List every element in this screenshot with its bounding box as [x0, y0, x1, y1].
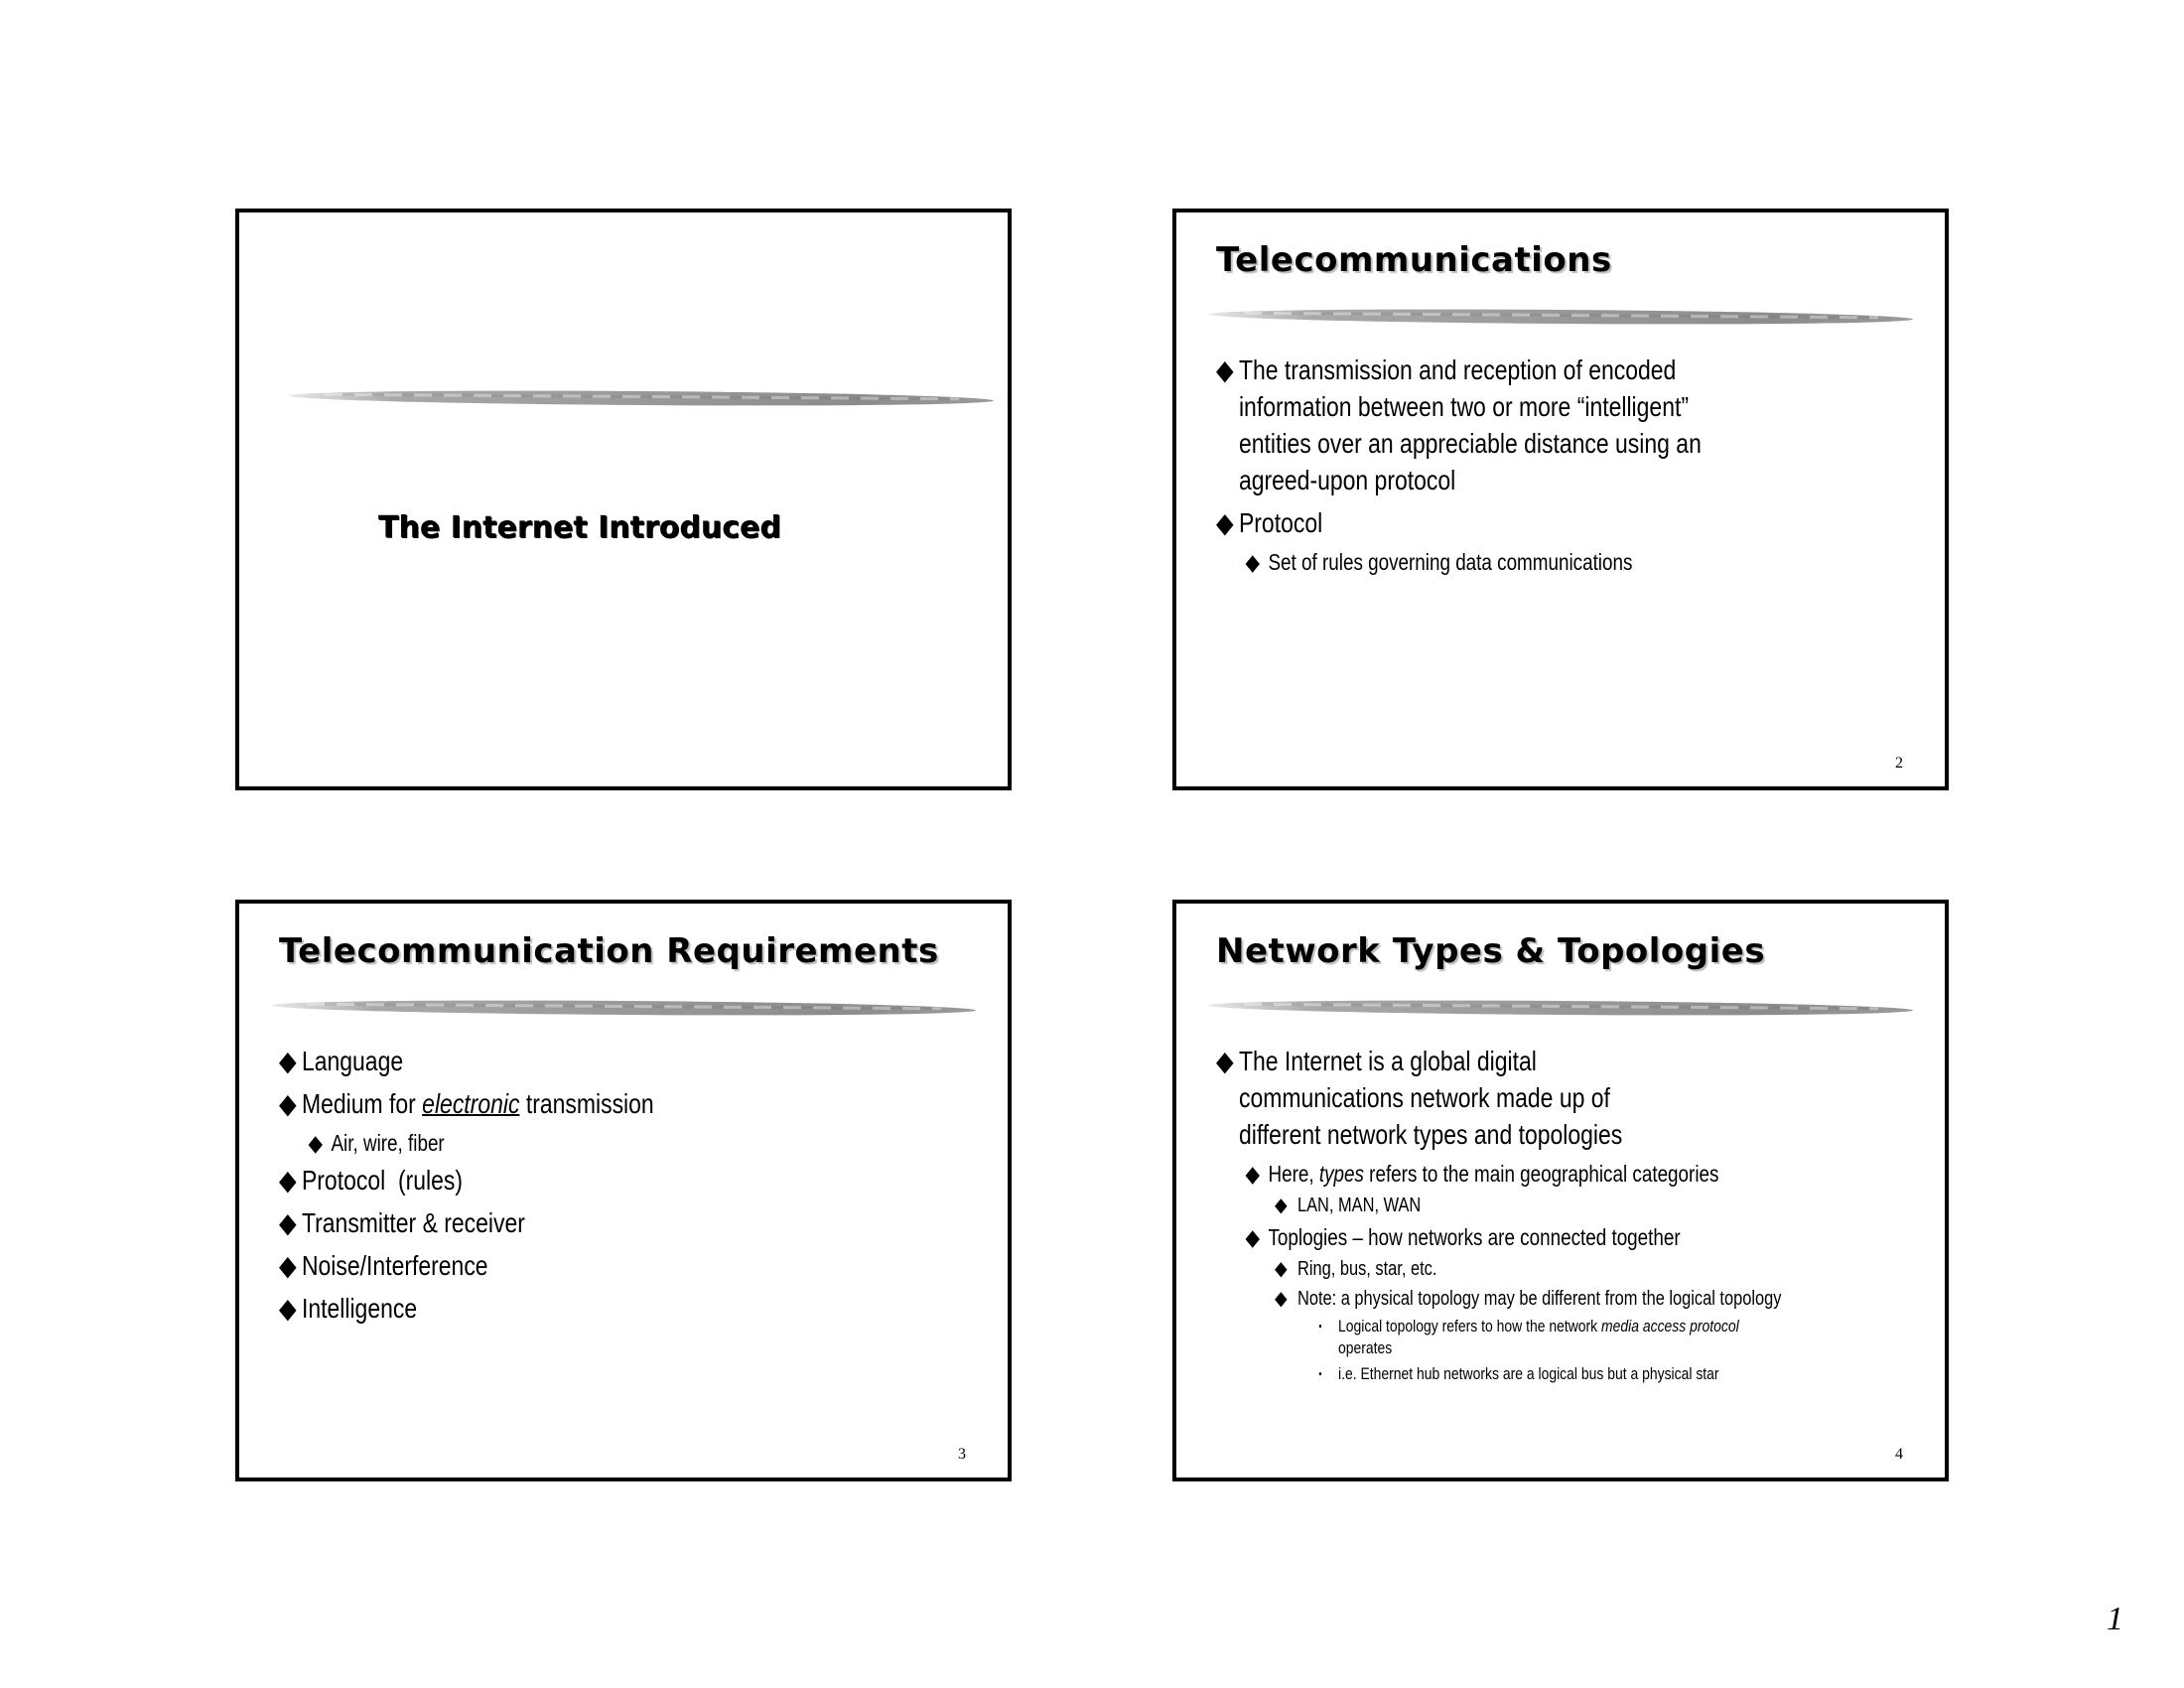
diamond-bullet-icon: ◆	[1275, 1195, 1288, 1216]
emphasis-text: types	[1318, 1161, 1364, 1187]
slide-2	[1172, 209, 1949, 790]
diamond-bullet-icon: ◆	[1275, 1258, 1288, 1280]
brush-stroke-divider	[1208, 999, 1913, 1018]
bullet-item: ◆ Protocol (rules)	[279, 1162, 852, 1198]
sub-sub-bullet-item: ◆ LAN, MAN, WAN	[1216, 1193, 1789, 1219]
bullet-item: ◆ The Internet is a global digital communications network made up of different network types and topologies	[1216, 1043, 1695, 1153]
sub-bullet-item: ◆ Here, types refers to the main geographical categories	[1245, 1161, 1719, 1187]
bullet-item: ◆ Medium for electronic transmission	[279, 1085, 852, 1122]
sub-sub-bullet-item: ◆ Note: a physical topology may be different from the logical topology	[1216, 1286, 1789, 1313]
diamond-bullet-icon: ◆	[279, 1250, 297, 1281]
diamond-bullet-icon: ◆	[279, 1207, 297, 1238]
diamond-bullet-icon: ◆	[279, 1046, 297, 1076]
slide-number: 4	[1895, 1446, 1903, 1463]
bullet-item: ◆ The transmission and reception of encoded information between two or more “intelligent” entities over an appreciable distance using an agreed-upon protocol	[1216, 352, 1719, 498]
slide-number: 2	[1895, 755, 1903, 772]
slide-title: The Internet Introduced	[378, 510, 781, 545]
bullet-list	[279, 1043, 978, 1333]
bullet-item: ◆ Transmitter & receiver	[279, 1204, 852, 1241]
bullet-item: ◆ Intelligence	[279, 1290, 852, 1327]
diamond-bullet-icon: ◆	[279, 1088, 297, 1119]
sub-bullet-item: ◆ Set of rules governing data communications	[1245, 549, 1633, 575]
diamond-bullet-icon: ◆	[1216, 507, 1234, 538]
diamond-bullet-icon: ◆	[279, 1165, 297, 1196]
diamond-bullet-icon: ◆	[308, 1130, 324, 1156]
slide-title: Telecommunication Requirements	[279, 931, 939, 971]
square-bullet-icon: ▪	[1318, 1368, 1322, 1380]
emphasis-text: media access protocol	[1601, 1317, 1739, 1336]
bullet-item: ◆ Protocol	[1216, 504, 1789, 541]
diamond-bullet-icon: ◆	[279, 1293, 297, 1324]
diamond-bullet-icon: ◆	[1216, 354, 1234, 385]
diamond-bullet-icon: ◆	[1216, 1046, 1234, 1076]
bullet-list	[1216, 352, 1915, 581]
diamond-bullet-icon: ◆	[1245, 1224, 1261, 1250]
slide-3	[235, 900, 1012, 1481]
level4-bullet-item: ▪ Logical topology refers to how the network media access protocol operates	[1318, 1317, 1739, 1357]
emphasis-text: electronic	[422, 1088, 520, 1119]
bullet-item: ◆ Language	[279, 1043, 852, 1079]
brush-stroke-divider	[289, 389, 994, 408]
diamond-bullet-icon: ◆	[1275, 1288, 1288, 1310]
sub-bullet-item: ◆ Toplogies – how networks are connected together	[1245, 1224, 1681, 1250]
bullet-list	[1216, 1043, 1915, 1389]
slide-4	[1172, 900, 1949, 1481]
slide-title: Telecommunications	[1216, 240, 1612, 280]
sub-sub-bullet-item: ◆ Ring, bus, star, etc.	[1216, 1256, 1789, 1283]
level4-bullet-item: ▪ i.e. Ethernet hub networks are a logical bus but a physical star	[1318, 1364, 1719, 1383]
page-number: 1	[2107, 1601, 2123, 1637]
slide-title: Network Types & Topologies	[1216, 931, 1766, 971]
square-bullet-icon: ▪	[1318, 1321, 1322, 1333]
brush-stroke-divider	[271, 999, 976, 1018]
slide-1	[235, 209, 1012, 790]
brush-stroke-divider	[1208, 308, 1913, 327]
diamond-bullet-icon: ◆	[1245, 1161, 1261, 1187]
slide-number: 3	[958, 1446, 966, 1463]
sub-bullet-item: ◆ Air, wire, fiber	[308, 1130, 445, 1156]
bullet-item: ◆ Noise/Interference	[279, 1247, 852, 1284]
diamond-bullet-icon: ◆	[1245, 549, 1261, 575]
